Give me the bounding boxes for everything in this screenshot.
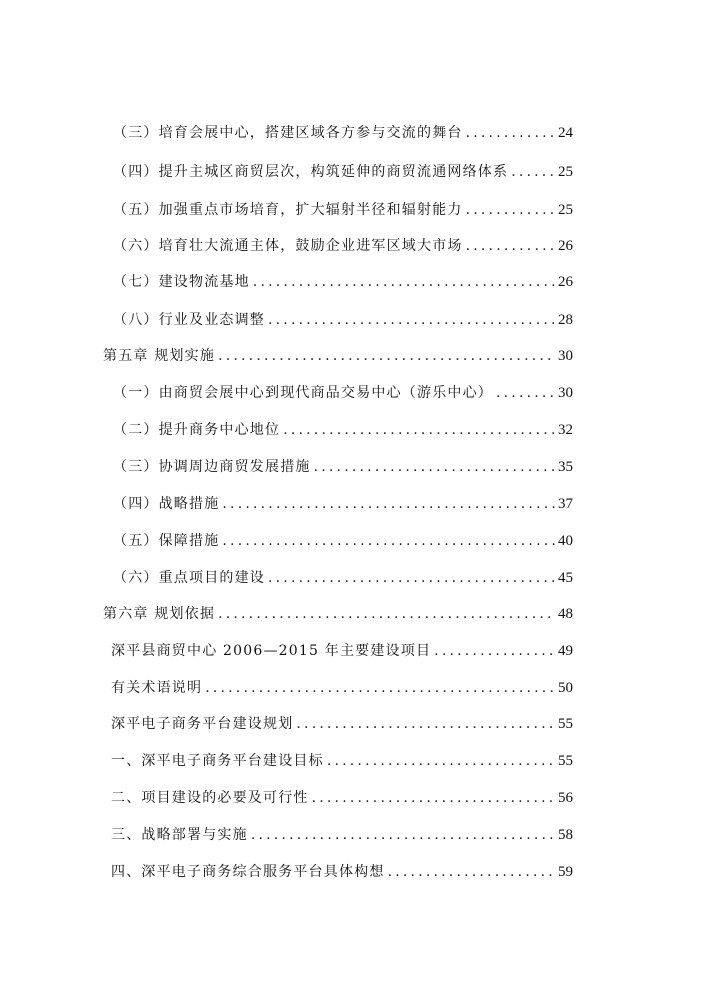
toc-entry-title: （六）重点项目的建设 (113, 570, 265, 586)
toc-entry[interactable] (113, 233, 573, 259)
toc-leader-dots (312, 785, 555, 811)
toc-entry-title: （三）培育会展中心，搭建区域各方参与交流的舞台 (113, 125, 463, 141)
toc-entry-page: 58 (558, 827, 573, 843)
toc-entry[interactable] (111, 748, 573, 774)
toc-entry-title: （二）提升商务中心地位 (113, 422, 281, 438)
toc-entry[interactable] (111, 638, 573, 664)
toc-leader-dots (314, 454, 555, 480)
toc-entry[interactable] (113, 491, 573, 517)
toc-entry[interactable] (113, 565, 573, 591)
toc-entry-page: 25 (558, 202, 573, 218)
toc-entry[interactable] (113, 307, 573, 333)
toc-entry-title: 二、项目建设的必要及可行性 (111, 790, 309, 806)
toc-entry[interactable] (113, 454, 573, 480)
toc-leader-dots (268, 565, 555, 591)
toc-leader-dots (496, 380, 555, 406)
toc-leader-dots (296, 711, 555, 737)
toc-leader-dots (218, 343, 555, 369)
toc-entry-title: （八）行业及业态调整 (113, 312, 265, 328)
toc-entry-page: 30 (558, 385, 573, 401)
toc-entry-title: 一、深平电子商务平台建设目标 (111, 753, 324, 769)
toc-entry[interactable] (111, 822, 573, 848)
toc-entry[interactable] (113, 380, 573, 406)
toc-entry-page: 56 (558, 790, 573, 806)
toc-entry-title: （三）协调周边商贸发展措施 (113, 459, 311, 475)
toc-leader-dots (222, 528, 555, 554)
toc-leader-dots (268, 307, 555, 333)
toc-entry-page: 37 (558, 496, 573, 512)
toc-entry-page: 24 (558, 125, 573, 141)
toc-entry-page: 28 (558, 312, 573, 328)
toc-leader-dots (283, 417, 555, 443)
toc-entry-page: 26 (558, 238, 573, 254)
toc-entry-title: 第五章 规划实施 (103, 348, 216, 364)
toc-entry-title: 深平县商贸中心 2006—2015 年主要建设项目 (111, 643, 432, 659)
toc-leader-dots (218, 601, 555, 627)
toc-entry-title: 第六章 规划依据 (103, 606, 216, 622)
toc-entry-page: 50 (558, 680, 573, 696)
toc-entry-title: （七）建设物流基地 (113, 274, 250, 290)
toc-entry[interactable] (111, 711, 573, 737)
toc-entry-title: （四）提升主城区商贸层次，构筑延伸的商贸流通网络体系 (113, 164, 509, 180)
toc-entry-title: （五）加强重点市场培育，扩大辐射半径和辐射能力 (113, 202, 463, 218)
toc-entry-title: （一）由商贸会展中心到现代商品交易中心（游乐中心） (113, 385, 493, 401)
toc-leader-dots (466, 120, 555, 146)
toc-entry-page: 32 (558, 422, 573, 438)
toc-leader-dots (327, 748, 555, 774)
toc-entry[interactable] (113, 159, 573, 185)
toc-entry[interactable] (113, 417, 573, 443)
toc-entry-title: （六）培育壮大流通主体，鼓励企业进军区域大市场 (113, 238, 463, 254)
toc-entry-page: 25 (558, 164, 573, 180)
toc-leader-dots (466, 233, 555, 259)
toc-entry-page: 55 (558, 716, 573, 732)
toc-leader-dots (251, 822, 555, 848)
toc-entry[interactable] (111, 859, 573, 885)
toc-entry[interactable] (113, 269, 573, 295)
toc-entry-page: 55 (558, 753, 573, 769)
toc-entry-title: 有关术语说明 (111, 680, 203, 696)
toc-entry-title: 三、战略部署与实施 (111, 827, 248, 843)
toc-leader-dots (466, 197, 555, 223)
toc-entry-page: 59 (558, 864, 573, 880)
toc-entry-title: （四）战略措施 (113, 496, 220, 512)
toc-entry[interactable] (113, 197, 573, 223)
toc-entry[interactable] (111, 675, 573, 701)
toc-entry-page: 35 (558, 459, 573, 475)
toc-entry-page: 30 (558, 348, 573, 364)
toc-entry[interactable] (111, 785, 573, 811)
toc-chapter-entry[interactable] (103, 601, 573, 627)
toc-leader-dots (205, 675, 555, 701)
toc-entry[interactable] (113, 120, 573, 146)
toc-entry-title: （五）保障措施 (113, 533, 220, 549)
toc-leader-dots (253, 269, 555, 295)
toc-entry-page: 48 (558, 606, 573, 622)
toc-entry-page: 49 (558, 643, 573, 659)
toc-entry[interactable] (113, 528, 573, 554)
toc-leader-dots (434, 638, 555, 664)
toc-entry-page: 45 (558, 570, 573, 586)
toc-entry-title: 深平电子商务平台建设规划 (111, 716, 294, 732)
toc-entry-page: 26 (558, 274, 573, 290)
toc-leader-dots (388, 859, 555, 885)
toc-entry-page: 40 (558, 533, 573, 549)
toc-chapter-entry[interactable] (103, 343, 573, 369)
toc-leader-dots (511, 159, 555, 185)
toc-leader-dots (222, 491, 555, 517)
toc-entry-title: 四、深平电子商务综合服务平台具体构想 (111, 864, 385, 880)
